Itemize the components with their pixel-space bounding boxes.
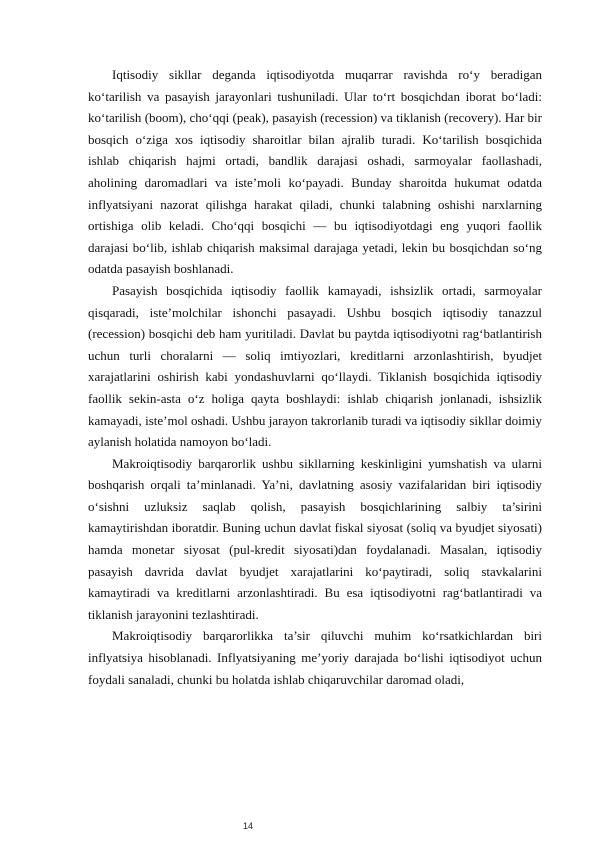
paragraph-inflation: Makroiqtisodiy barqarorlikka ta’sir qiluvchi muhim ko‘rsatkichlardan biri inflyatsiya hisoblanadi. Inflyatsiyaning me’yoriy darajada bo‘lishi iqtisodiyot uchun foydali sanaladi, chunki bu holatda ishlab chiqaruvchilar daromad oladi,	[88, 628, 542, 687]
paragraph-recession-phase: Pasayish bosqichida iqtisodiy faollik kamayadi, ishsizlik ortadi, sarmoyalar qisqaradi, iste’molchilar ishonchi pasayadi. Ushbu bosqich iqtisodiy tanazzul (recession) bosqichi deb ham yuritiladi. Davlat bu paytda iqtisodiyotni rag‘batlantirish uchun turli choralarni — soliq imtiyozlari, kreditlarni arzonlashtirish, byudjet xarajatlarini oshirish kabi yondashuvlarni qo‘llaydi. Tiklanish bosqichida iqtisodiy faollik sekin-asta o‘z holiga qayta boshlaydi: ishlab chiqarish jonlanadi, ishsizlik kamayadi, iste’mol oshadi. Ushbu jarayon takrorlanib turadi va iqtisodiy sikllar doimiy aylanish holatida namoyon bo‘ladi.	[88, 282, 542, 450]
page-number: 14	[243, 821, 254, 831]
paragraph-macroeconomic-stability: Makroiqtisodiy barqarorlik ushbu sikllarning keskinligini yumshatish va ularni boshqarish orqali ta’minlanadi. Ya’ni, davlatning asosiy vazifalaridan biri iqtisodiy o‘sishni uzluksiz saqlab qolish, pasayish bosqichlarining salbiy ta’sirini kamaytirishdan iboratdir. Buning uchun davlat fiskal siyosat (soliq va byudjet siyosati) hamda monetar siyosat (pul-kredit siyosati)dan foydalanadi. Masalan, iqtisodiy pasayish davrida davlat byudjet xarajatlarini ko‘paytiradi, soliq stavkalarini kamaytiradi va kreditlarni arzonlashtiradi. Bu esa iqtisodiyotni rag‘batlantiradi va tiklanish jarayonini tezlashtiradi.	[88, 455, 542, 622]
paragraph-economic-cycles: Iqtisodiy sikllar deganda iqtisodiyotda muqarrar ravishda ro‘y beradigan ko‘tarilish va pasayish jarayonlari tushuniladi. Ular to‘rt bosqichdan iborat bo‘ladi: ko‘tarilish (boom), cho‘qqi (peak), pasayish (recession) va tiklanish (recovery). Har bir bosqich o‘ziga xos iqtisodiy sharoitlar bilan ajralib turadi. Ko‘tarilish bosqichida ishlab chiqarish hajmi ortadi, bandlik darajasi oshadi, sarmoyalar faollashadi, aholining daromadlari va iste’moli ko‘payadi. Bunday sharoitda hukumat odatda inflyatsiyani nazorat qilishga harakat qiladi, chunki talabning oshishi narxlarning ortishiga olib keladi. Cho‘qqi bosqichi — bu iqtisodiyotdagi eng yuqori faollik darajasi bo‘lib, ishlab chiqarish maksimal darajaga yetadi, lekin bu bosqichdan so‘ng odatda pasayish boshlanadi.	[88, 67, 542, 277]
document-body	[88, 64, 542, 690]
